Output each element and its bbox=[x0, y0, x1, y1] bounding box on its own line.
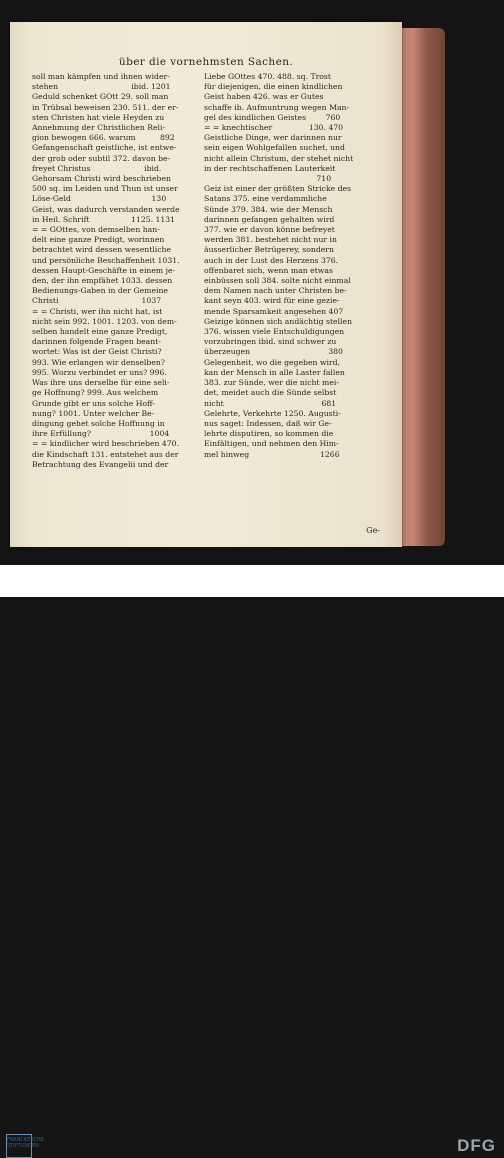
index-line: einbüssen soll 384. solte nicht einmal bbox=[204, 276, 351, 286]
index-line: 377. wie er davon könne befreyet bbox=[204, 225, 335, 235]
book-page-edges bbox=[399, 28, 445, 546]
index-line: werden 381. bestehet nicht nur in bbox=[204, 235, 337, 245]
index-line: betrachtet wird dessen wesentliche bbox=[32, 245, 172, 255]
index-line: ihre Erfüllung? 1004 bbox=[32, 429, 170, 439]
index-line: gel des kindlichen Geistes 760 bbox=[204, 112, 341, 122]
index-line: in Heil. Schrift 1125. 1131 bbox=[32, 214, 176, 224]
index-line: nus saget: Indessen, daß wir Ge- bbox=[204, 418, 332, 428]
index-line: und persönliche Beschaffenheit 1031. bbox=[32, 255, 180, 265]
scanned-page bbox=[10, 22, 402, 547]
index-line: delt eine ganze Predigt, worinnen bbox=[32, 235, 165, 245]
index-line: Betrachtung des Evangelii und der bbox=[32, 459, 169, 469]
index-line: freyet Christus ibid. bbox=[32, 163, 162, 173]
index-line: mende Sparsamkeit angesehen 407 bbox=[204, 306, 344, 316]
index-line: Christi 1037 bbox=[32, 296, 162, 306]
index-line: Annehmung der Christlichen Reli- bbox=[32, 123, 166, 133]
index-line: nicht allein Christum, der stehet nicht bbox=[204, 153, 354, 163]
library-logo[interactable] bbox=[6, 1134, 44, 1158]
index-line: die Kindschaft 131. entstehet aus der bbox=[32, 449, 179, 459]
index-line: Liebe GOttes 470. 488. sq. Trost bbox=[204, 72, 331, 81]
viewer-area bbox=[0, 0, 504, 565]
index-line: Bedienungs-Gaben in der Gemeine bbox=[32, 286, 168, 296]
index-line: Einfältigen, und nehmen den Him- bbox=[204, 439, 339, 449]
index-line: 500 sq. im Leiden und Thun ist unser bbox=[32, 184, 178, 194]
index-line: darinnen gefangen gehalten wird bbox=[204, 214, 335, 224]
index-line: 376. wissen viele Entschuldigungen bbox=[204, 327, 345, 337]
index-line: Gehorsam Christi wird beschrieben bbox=[32, 174, 171, 184]
index-line: 383. zur Sünde, wer die nicht mei- bbox=[204, 378, 339, 388]
index-line: offenbaret sich, wenn man etwas bbox=[204, 265, 333, 275]
index-line: den, der ihn empfähet 1033. dessen bbox=[32, 276, 173, 286]
index-line: Sünde 379. 384. wie der Mensch bbox=[204, 204, 333, 214]
index-line: sein eigen Wohlgefallen suchet, und bbox=[204, 143, 345, 153]
index-line: darinnen folgende Fragen beant- bbox=[32, 337, 161, 347]
index-line: Geduld schenket GOtt 29. soll man bbox=[32, 92, 169, 102]
index-line: Grunde gibt er uns solche Hoff- bbox=[32, 398, 155, 408]
page-header: über die vornehmsten Sachen. bbox=[118, 56, 294, 68]
index-line: Geizige können sich andächtig stellen bbox=[204, 316, 353, 326]
index-line: ge Hoffnung? 999. Aus welchem bbox=[32, 388, 159, 398]
index-line: überzeugen 380 bbox=[204, 347, 343, 357]
index-line: auch in der Lust des Herzens 376. bbox=[204, 255, 339, 265]
catchword: Ge- bbox=[366, 526, 380, 535]
library-logo-text: FRANCKESCHE STIFTUNGEN bbox=[7, 1137, 44, 1149]
index-line: Gefangenschaft geistliche, ist entwe- bbox=[32, 143, 177, 153]
index-line: nicht 681 bbox=[204, 398, 337, 408]
index-line: dessen Haupt-Geschäfte in einem je- bbox=[32, 265, 176, 275]
index-line: für diejenigen, die einen kindlichen bbox=[204, 82, 343, 92]
index-line: = = Christi, wer ihn nicht hat, ist bbox=[32, 306, 163, 316]
index-line: der grob oder subtil 372. davon be- bbox=[32, 153, 171, 163]
index-line: = = kindlicher wird beschrieben 470. bbox=[32, 439, 180, 449]
right-index-column bbox=[204, 72, 389, 460]
index-line: nicht sein 992. 1001. 1203. von dem- bbox=[32, 316, 177, 326]
dfg-logo[interactable]: DFG bbox=[457, 1136, 496, 1155]
index-line: soll man kämpfen und ihnen wider- bbox=[32, 72, 170, 81]
index-line: Satans 375. eine verdammliche bbox=[204, 194, 327, 204]
index-line: wortet: Was ist der Geist Christi? bbox=[32, 347, 162, 357]
index-line: Geist haben 426. was er Gutes bbox=[204, 92, 324, 102]
index-line: kant seyn 403. wird für eine gezie- bbox=[204, 296, 340, 306]
index-line: 710 bbox=[204, 174, 332, 184]
index-line: Geistliche Dinge, wer darinnen nur bbox=[204, 133, 342, 143]
index-line: = = GOttes, von demselben han- bbox=[32, 225, 160, 235]
index-line: = = knechtischer 130. 470 bbox=[204, 123, 344, 133]
index-line: dem Namen nach unter Christen be- bbox=[204, 286, 347, 296]
index-line: lehrte disputiren, so kommen die bbox=[204, 429, 334, 439]
index-line: mel hinweg 1266 bbox=[204, 449, 340, 459]
index-line: dingung gehet solche Hoffnung in bbox=[32, 418, 165, 428]
index-line: vorzubringen ibid. sind schwer zu bbox=[204, 337, 337, 347]
index-line: Löse-Geld 130 bbox=[32, 194, 167, 204]
index-line: Was ihre uns derselbe für eine seli- bbox=[32, 378, 170, 388]
index-line: nung? 1001. Unter welcher Be- bbox=[32, 408, 155, 418]
index-line: selben handelt eine ganze Predigt, bbox=[32, 327, 168, 337]
index-line: in der rechtschaffenen Lauterkeit bbox=[204, 163, 336, 173]
index-line: 995. Worzu verbindet er uns? 996. bbox=[32, 367, 167, 377]
index-line: Geist, was dadurch verstanden werde bbox=[32, 204, 180, 214]
index-line: Geiz ist einer der größten Stricke des bbox=[204, 184, 352, 194]
index-line: 993. Wie erlangen wir denselben? bbox=[32, 357, 165, 367]
index-line: sten Christen hat viele Heyden zu bbox=[32, 112, 165, 122]
index-line: kan der Mensch in alle Laster fallen bbox=[204, 367, 345, 377]
index-line: det, meidet auch die Sünde selbst bbox=[204, 388, 337, 398]
index-line: gion bewogen 666. warum 892 bbox=[32, 133, 175, 143]
index-line: in Trübsal beweisen 230. 511. der er- bbox=[32, 102, 179, 112]
index-line: äusserlicher Betrügerey, sondern bbox=[204, 245, 334, 255]
index-line: schaffe ib. Aufmuntrung wegen Man- bbox=[204, 102, 350, 112]
footer-bar bbox=[0, 565, 504, 1155]
left-index-column bbox=[32, 72, 218, 470]
index-line: Gelegenheit, wo die gegeben wird, bbox=[204, 357, 340, 367]
index-line: stehen ibid. 1201 bbox=[32, 82, 171, 92]
index-line: Gelehrte, Verkehrte 1250. Augusti- bbox=[204, 408, 341, 418]
